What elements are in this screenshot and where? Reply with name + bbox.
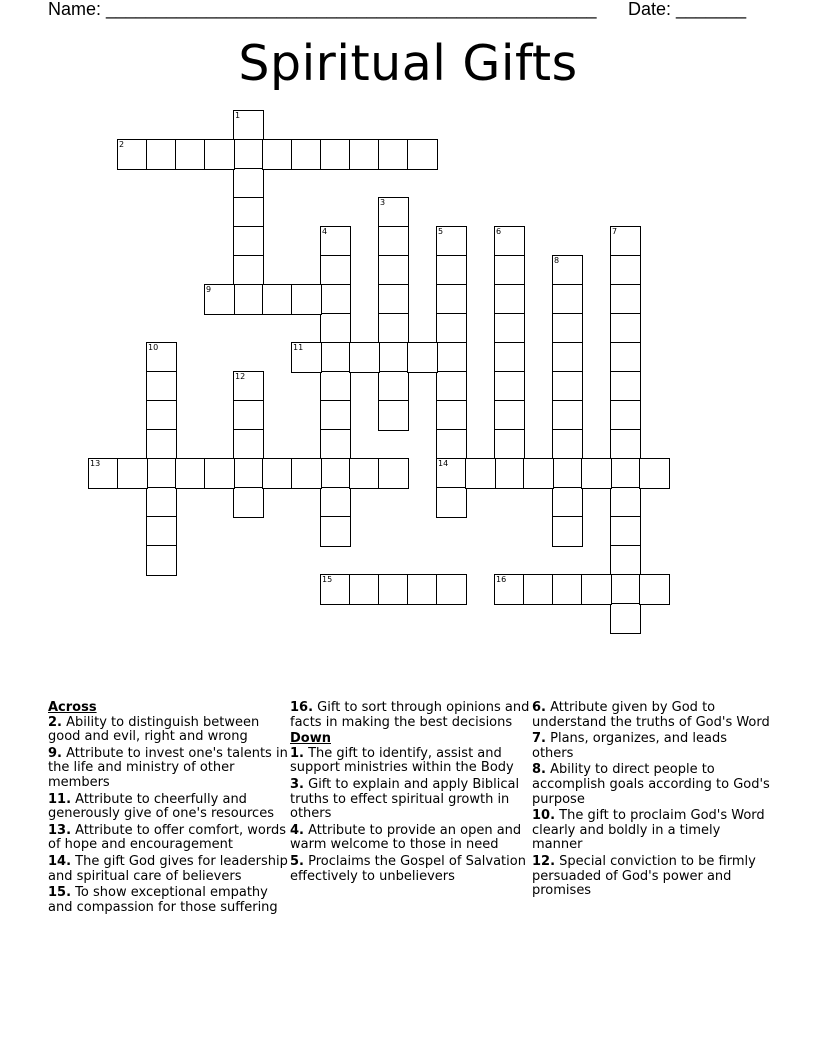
clue-text: Proclaims the Gospel of Salvation effectively to unbelievers	[290, 853, 526, 884]
grid-cell[interactable]	[581, 458, 612, 489]
grid-cell[interactable]	[552, 400, 583, 431]
grid-cell[interactable]	[320, 371, 351, 402]
grid-cell[interactable]	[233, 400, 264, 431]
grid-cell[interactable]	[610, 400, 641, 431]
down-heading: Down	[290, 731, 331, 747]
grid-cell[interactable]	[146, 545, 177, 576]
clue-label: 16.	[290, 700, 314, 715]
clue-text: Ability to distinguish between good and evil, right and wrong	[48, 714, 260, 745]
grid-cell[interactable]	[610, 458, 641, 489]
clues-column-3	[532, 701, 772, 901]
grid-cell[interactable]	[320, 226, 351, 257]
grid-cell[interactable]	[552, 342, 583, 373]
grid-cell[interactable]	[610, 371, 641, 402]
grid-cell[interactable]	[378, 458, 409, 489]
grid-cell[interactable]	[552, 313, 583, 344]
grid-cell[interactable]	[233, 226, 264, 257]
clue-item	[290, 747, 530, 776]
grid-cell[interactable]	[378, 197, 409, 228]
clue-text: Ability to direct people to accomplish goals according to God's purpose	[532, 762, 770, 807]
clue-label: 3.	[290, 776, 304, 792]
clue-item	[48, 886, 288, 915]
grid-cell[interactable]	[552, 487, 583, 518]
grid-cell[interactable]	[552, 371, 583, 402]
grid-cell[interactable]	[175, 458, 206, 489]
grid-cell[interactable]	[407, 574, 438, 605]
clue-item	[532, 732, 772, 761]
grid-cell[interactable]	[552, 429, 583, 460]
grid-cell[interactable]	[610, 574, 641, 605]
clue-text: The gift to proclaim God's Word clearly and boldly in a timely manner	[532, 808, 765, 853]
grid-cell[interactable]	[146, 429, 177, 460]
date-field[interactable]: Date: _______	[628, 0, 747, 19]
clue-item	[48, 716, 288, 745]
clues-column-1	[48, 701, 288, 917]
grid-cell[interactable]	[349, 458, 380, 489]
clue-label: 9.	[48, 745, 62, 761]
clue-label: 7.	[532, 731, 546, 747]
clue-label: 2.	[48, 714, 62, 730]
grid-cell[interactable]	[320, 487, 351, 518]
grid-cell[interactable]	[291, 139, 322, 170]
grid-cell[interactable]	[378, 255, 409, 286]
clue-label: 5.	[290, 853, 304, 869]
grid-cell[interactable]	[349, 574, 380, 605]
clue-number: 3	[380, 198, 386, 207]
grid-cell[interactable]	[320, 313, 351, 344]
clue-item	[532, 855, 772, 899]
grid-cell[interactable]	[494, 226, 525, 257]
clue-number: 4	[322, 227, 328, 236]
clue-label: 10.	[532, 808, 556, 824]
grid-cell[interactable]	[291, 342, 322, 373]
clue-label: 13.	[48, 822, 72, 838]
grid-cell[interactable]	[320, 284, 351, 315]
grid-cell[interactable]	[436, 429, 467, 460]
grid-cell[interactable]	[262, 284, 293, 315]
grid-cell[interactable]	[378, 400, 409, 431]
grid-cell[interactable]	[610, 429, 641, 460]
grid-cell[interactable]	[320, 255, 351, 286]
grid-cell[interactable]	[233, 487, 264, 518]
grid-cell[interactable]	[552, 574, 583, 605]
grid-cell[interactable]	[88, 458, 119, 489]
clue-item	[532, 701, 772, 730]
grid-cell[interactable]	[610, 487, 641, 518]
clue-number: 1	[235, 111, 241, 120]
grid-cell[interactable]	[552, 458, 583, 489]
grid-cell[interactable]	[204, 139, 235, 170]
clue-item	[290, 778, 530, 822]
grid-cell[interactable]	[349, 139, 380, 170]
grid-cell[interactable]	[291, 284, 322, 315]
grid-cell[interactable]	[407, 139, 438, 170]
clue-item	[48, 747, 288, 791]
clue-item	[48, 855, 288, 884]
grid-cell[interactable]	[146, 400, 177, 431]
grid-cell[interactable]	[494, 342, 525, 373]
grid-cell[interactable]	[378, 574, 409, 605]
grid-cell[interactable]	[436, 342, 467, 373]
clue-text: Attribute to provide an open and warm welcome to those in need	[290, 822, 522, 853]
grid-cell[interactable]	[378, 226, 409, 257]
clue-number: 11	[293, 343, 304, 352]
clue-label: 8.	[532, 762, 546, 778]
grid-cell[interactable]	[436, 458, 467, 489]
grid-cell[interactable]	[436, 284, 467, 315]
clue-number: 16	[496, 575, 507, 584]
grid-cell[interactable]	[610, 226, 641, 257]
grid-cell[interactable]	[320, 342, 351, 373]
clue-text: Gift to sort through opinions and facts in making the best decisions	[290, 700, 530, 730]
clue-text: Special conviction to be firmly persuaded of God's power and promises	[532, 853, 756, 899]
clue-number: 9	[206, 285, 212, 294]
grid-cell[interactable]	[117, 139, 148, 170]
grid-cell[interactable]	[436, 255, 467, 286]
grid-cell[interactable]	[610, 313, 641, 344]
grid-cell[interactable]	[117, 458, 148, 489]
grid-cell[interactable]	[146, 342, 177, 373]
clue-item	[48, 793, 288, 822]
grid-cell[interactable]	[523, 458, 554, 489]
clue-item	[290, 855, 530, 884]
clue-text: The gift to identify, assist and support ministries within the Body	[290, 745, 514, 776]
grid-cell[interactable]	[610, 545, 641, 576]
grid-cell[interactable]	[233, 371, 264, 402]
clue-item	[290, 701, 530, 730]
grid-cell[interactable]	[610, 516, 641, 547]
grid-cell[interactable]	[320, 574, 351, 605]
grid-cell[interactable]	[233, 458, 264, 489]
clue-number: 10	[148, 343, 159, 352]
grid-cell[interactable]	[233, 197, 264, 228]
grid-cell[interactable]	[494, 458, 525, 489]
grid-cell[interactable]	[233, 429, 264, 460]
clue-number: 5	[438, 227, 444, 236]
page-title: Spiritual Gifts	[238, 35, 578, 92]
clues-column-2	[290, 701, 530, 886]
grid-cell[interactable]	[494, 371, 525, 402]
clue-label: 14.	[48, 853, 72, 869]
clue-label: 1.	[290, 745, 304, 761]
grid-cell[interactable]	[494, 574, 525, 605]
clue-number: 14	[438, 459, 449, 468]
clue-text: To show exceptional empathy and compassion for those suffering	[48, 885, 278, 915]
across-heading: Across	[48, 700, 97, 715]
grid-cell[interactable]	[436, 574, 467, 605]
grid-cell[interactable]	[610, 255, 641, 286]
clue-label: 15.	[48, 885, 72, 901]
clue-number: 2	[119, 140, 125, 149]
clue-item	[48, 824, 288, 853]
grid-cell[interactable]	[320, 139, 351, 170]
clue-number: 8	[554, 256, 560, 265]
grid-cell[interactable]	[146, 371, 177, 402]
clue-number: 13	[90, 459, 101, 468]
grid-cell[interactable]	[494, 429, 525, 460]
grid-cell[interactable]	[436, 313, 467, 344]
grid-cell[interactable]	[320, 429, 351, 460]
grid-cell[interactable]	[552, 284, 583, 315]
grid-cell[interactable]	[233, 110, 264, 141]
grid-cell[interactable]	[378, 313, 409, 344]
grid-cell[interactable]	[494, 313, 525, 344]
clue-item	[532, 763, 772, 807]
clue-label: 11.	[48, 791, 72, 807]
clue-number: 6	[496, 227, 502, 236]
grid-cell[interactable]	[378, 139, 409, 170]
grid-cell[interactable]	[233, 255, 264, 286]
grid-cell[interactable]	[552, 516, 583, 547]
clue-label: 4.	[290, 822, 304, 838]
clue-item	[532, 809, 772, 853]
grid-cell[interactable]	[262, 139, 293, 170]
grid-cell[interactable]	[581, 574, 612, 605]
grid-cell[interactable]	[291, 458, 322, 489]
grid-cell[interactable]	[146, 458, 177, 489]
clue-number: 15	[322, 575, 333, 584]
grid-cell[interactable]	[494, 255, 525, 286]
clue-item	[290, 824, 530, 853]
grid-cell[interactable]	[639, 574, 670, 605]
name-field[interactable]: Name: _________________________________________________	[48, 0, 597, 19]
clue-text: The gift God gives for leadership and spiritual care of believers	[48, 853, 288, 884]
grid-cell[interactable]	[233, 284, 264, 315]
clue-text: Attribute to cheerfully and generously give of one's resources	[48, 791, 274, 822]
grid-cell[interactable]	[465, 458, 496, 489]
clue-text: Attribute to invest one's talents in the life and ministry of other members	[48, 745, 288, 790]
clue-text: Attribute given by God to understand the truths of God's Word	[532, 700, 770, 730]
clue-number: 7	[612, 227, 618, 236]
grid-cell[interactable]	[320, 400, 351, 431]
grid-cell[interactable]	[320, 516, 351, 547]
grid-cell[interactable]	[494, 284, 525, 315]
grid-cell[interactable]	[436, 371, 467, 402]
clue-text: Plans, organizes, and leads others	[532, 731, 728, 761]
grid-cell[interactable]	[436, 226, 467, 257]
grid-cell[interactable]	[146, 139, 177, 170]
grid-cell[interactable]	[378, 371, 409, 402]
grid-cell[interactable]	[407, 342, 438, 373]
grid-cell[interactable]	[204, 284, 235, 315]
clue-text: Gift to explain and apply Biblical truths to effect spiritual growth in others	[290, 776, 520, 822]
clue-label: 6.	[532, 700, 546, 715]
grid-cell[interactable]	[175, 139, 206, 170]
grid-cell[interactable]	[378, 342, 409, 373]
grid-cell[interactable]	[523, 574, 554, 605]
grid-cell[interactable]	[233, 168, 264, 199]
grid-cell[interactable]	[320, 458, 351, 489]
grid-cell[interactable]	[494, 400, 525, 431]
grid-cell[interactable]	[378, 284, 409, 315]
grid-cell[interactable]	[204, 458, 235, 489]
grid-cell[interactable]	[610, 603, 641, 634]
clue-number: 12	[235, 372, 246, 381]
grid-cell[interactable]	[146, 516, 177, 547]
grid-cell[interactable]	[349, 342, 380, 373]
grid-cell[interactable]	[610, 342, 641, 373]
grid-cell[interactable]	[436, 400, 467, 431]
grid-cell[interactable]	[262, 458, 293, 489]
clue-label: 12.	[532, 853, 556, 869]
grid-cell[interactable]	[233, 139, 264, 170]
grid-cell[interactable]	[610, 284, 641, 315]
grid-cell[interactable]	[552, 255, 583, 286]
grid-cell[interactable]	[146, 487, 177, 518]
grid-cell[interactable]	[639, 458, 670, 489]
clue-text: Attribute to offer comfort, words of hope and encouragement	[48, 822, 286, 853]
grid-cell[interactable]	[436, 487, 467, 518]
